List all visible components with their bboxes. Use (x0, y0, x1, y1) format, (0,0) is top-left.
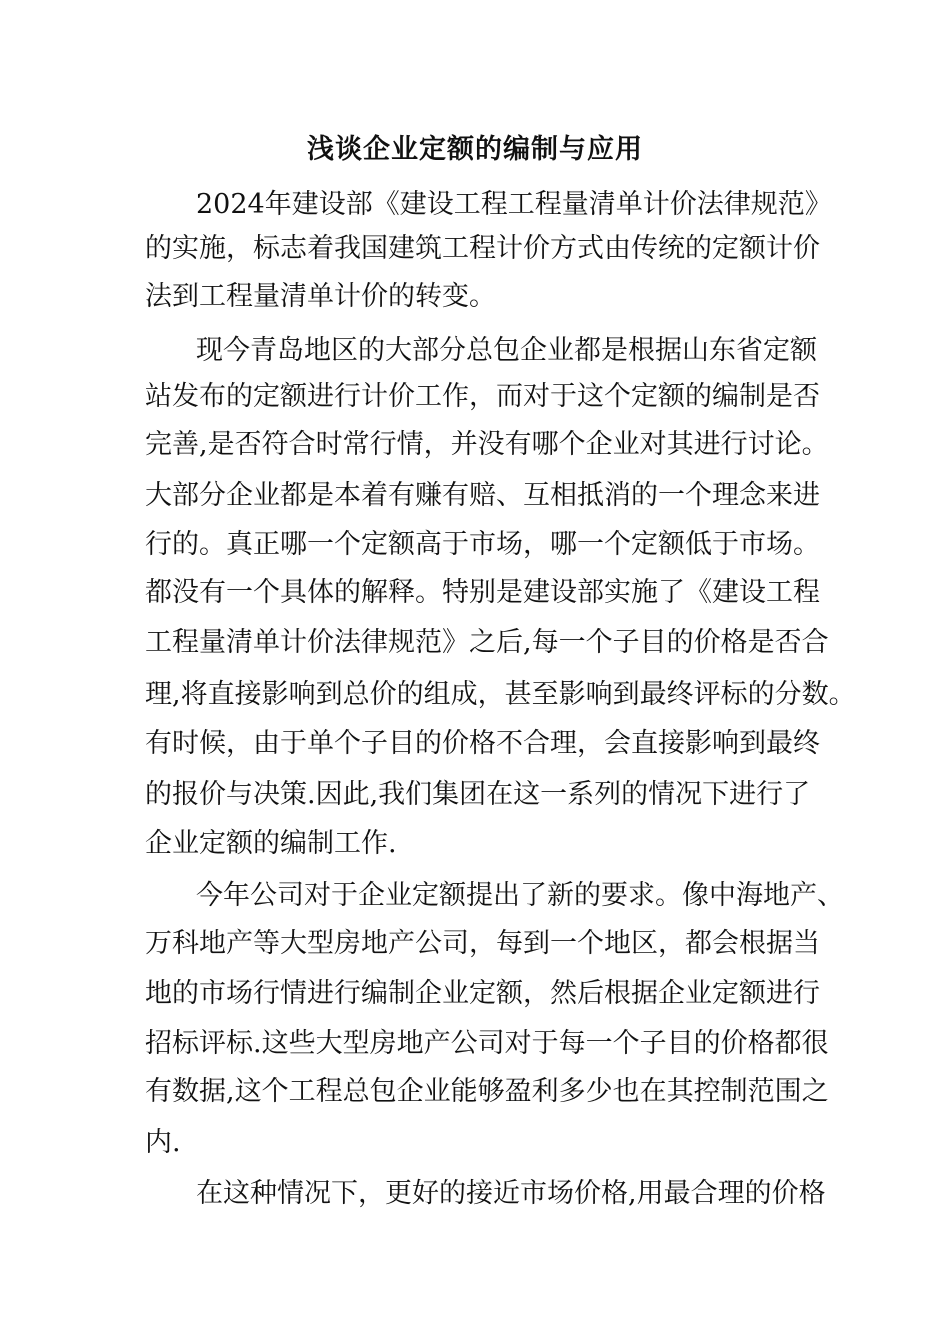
paragraph-2-line-9: 有时候，由于单个子目的价格不合理，会直接影响到最终 (145, 728, 820, 759)
paragraph-2-line-8: 理,将直接影响到总价的组成，甚至影响到最终评标的分数。 (145, 679, 856, 710)
paragraph-4-line-1: 在这种情况下，更好的接近市场价格,用最合理的价格 (196, 1178, 826, 1209)
paragraph-3-line-1: 今年公司对于企业定额提出了新的要求。像中海地产、 (196, 880, 844, 911)
paragraph-3-line-5: 有数据,这个工程总包企业能够盈利多少也在其控制范围之 (145, 1076, 829, 1107)
paragraph-2-line-11: 企业定额的编制工作. (145, 828, 397, 859)
paragraph-2-line-2: 站发布的定额进行计价工作，而对于这个定额的编制是否 (145, 381, 820, 412)
paragraph-2-line-4: 大部分企业都是本着有赚有赔、互相抵消的一个理念来进 (145, 480, 820, 511)
paragraph-3-line-6: 内. (145, 1127, 181, 1158)
paragraph-1-line-2: 的实施，标志着我国建筑工程计价方式由传统的定额计价 (145, 233, 820, 264)
paragraph-2-line-1: 现今青岛地区的大部分总包企业都是根据山东省定额 (196, 335, 817, 366)
paragraph-3-line-4: 招标评标.这些大型房地产公司对于每一个子目的价格都很 (145, 1028, 829, 1059)
paragraph-3-line-2: 万科地产等大型房地产公司，每到一个地区，都会根据当 (145, 928, 820, 959)
paragraph-2-line-6: 都没有一个具体的解释。特别是建设部实施了《建设工程 (145, 577, 820, 608)
paragraph-1-line-1: 2024年建设部《建设工程工程量清单计价法律规范》 (196, 189, 832, 220)
paragraph-1-line-3: 法到工程量清单计价的转变。 (145, 281, 496, 312)
paragraph-2-line-7: 工程量清单计价法律规范》之后,每一个子目的价格是否合 (145, 627, 829, 658)
paragraph-2-line-10: 的报价与决策.因此,我们集团在这一系列的情况下进行了 (145, 779, 811, 810)
paragraph-3-line-3: 地的市场行情进行编制企业定额，然后根据企业定额进行 (145, 978, 820, 1009)
paragraph-2-line-3: 完善,是否符合时常行情，并没有哪个企业对其进行讨论。 (145, 429, 829, 460)
paragraph-2-line-5: 行的。真正哪一个定额高于市场，哪一个定额低于市场。 (145, 529, 820, 560)
document-title: 浅谈企业定额的编制与应用 (307, 134, 643, 165)
